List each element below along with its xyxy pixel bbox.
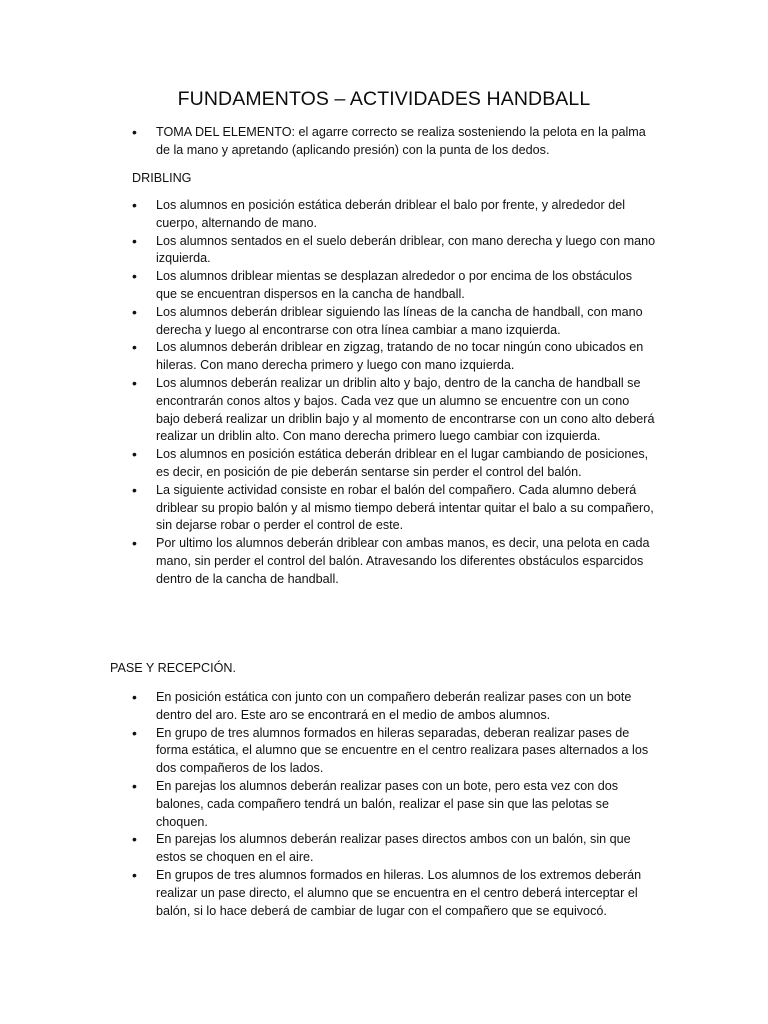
intro-list [132, 124, 656, 160]
document-title: FUNDAMENTOS – ACTIVIDADES HANDBALL [177, 88, 591, 110]
list-item: • Los alumnos en posición estática deberán driblear en el lugar cambiando de posiciones, es decir, en posición de pie deberán sentarse sin perder el control del balón. [132, 446, 656, 482]
list-item: • En grupos de tres alumnos formados en hileras. Los alumnos de los extremos deberán realizar un pase directo, el alumno que se encuentra en el centro deberá interceptar el balón, si lo hace deberá de cambiar de lugar con el compañero que se equivocó. [132, 867, 656, 920]
list-item: • En grupo de tres alumnos formados en hileras separadas, deberan realizar pases de forma estática, el alumno que se encuentre en el centro realizara pases alternados a los dos compañeros de los lados. [132, 725, 656, 778]
list-item: • TOMA DEL ELEMENTO: el agarre correcto se realiza sosteniendo la pelota en la palma de la mano y apretando (aplicando presión) con la punta de los dedos. [132, 124, 656, 160]
list-item: • En posición estática con junto con un compañero deberán realizar pases con un bote dentro del aro. Este aro se encontrará en el medio de ambos alumnos. [132, 689, 656, 725]
pase-list [132, 689, 656, 920]
list-item: • En parejas los alumnos deberán realizar pases con un bote, pero esta vez con dos balones, cada compañero tendrá un balón, realizar el pase sin que las pelotas se choquen. [132, 778, 656, 831]
list-item: • Los alumnos sentados en el suelo deberán driblear, con mano derecha y luego con mano izquierda. [132, 233, 656, 269]
list-item: • En parejas los alumnos deberán realizar pases directos ambos con un balón, sin que estos se choquen en el aire. [132, 831, 656, 867]
list-item: • Los alumnos deberán driblear siguiendo las líneas de la cancha de handball, con mano derecha y luego al encontrarse con otra línea cambiar a mano izquierda. [132, 304, 656, 340]
list-item: • Los alumnos deberán driblear en zigzag, tratando de no tocar ningún cono ubicados en hileras. Con mano derecha primero y luego con mano izquierda. [132, 339, 656, 375]
list-item: • Por ultimo los alumnos deberán driblear con ambas manos, es decir, una pelota en cada mano, sin perder el control del balón. Atravesando los diferentes obstáculos esparcidos dentro de la cancha de handball. [132, 535, 656, 588]
list-item: • Los alumnos deberán realizar un driblin alto y bajo, dentro de la cancha de handball se encontrarán conos altos y bajos. Cada vez que un alumno se encuentre con un cono bajo deberá realizar un driblin bajo y al momento de encontrarse con un cono alto deberá realizar un driblin alto. Con mano derecha primero luego cambiar con izquierda. [132, 375, 656, 446]
list-item: • Los alumnos en posición estática deberán driblear el balo por frente, y alrededor del cuerpo, alternando de mano. [132, 197, 656, 233]
list-item: • La siguiente actividad consiste en robar el balón del compañero. Cada alumno deberá driblear su propio balón y al mismo tiempo deberá intentar quitar el balo a su compañero, sin dejarse robar o perder el control de este. [132, 482, 656, 535]
section-heading-dribling: DRIBLING [132, 171, 192, 185]
list-item: • Los alumnos driblear mientas se desplazan alrededor o por encima de los obstáculos que se encuentran dispersos en la cancha de handball. [132, 268, 656, 304]
dribling-list [132, 197, 656, 589]
section-heading-pase: PASE Y RECEPCIÓN. [110, 661, 236, 675]
